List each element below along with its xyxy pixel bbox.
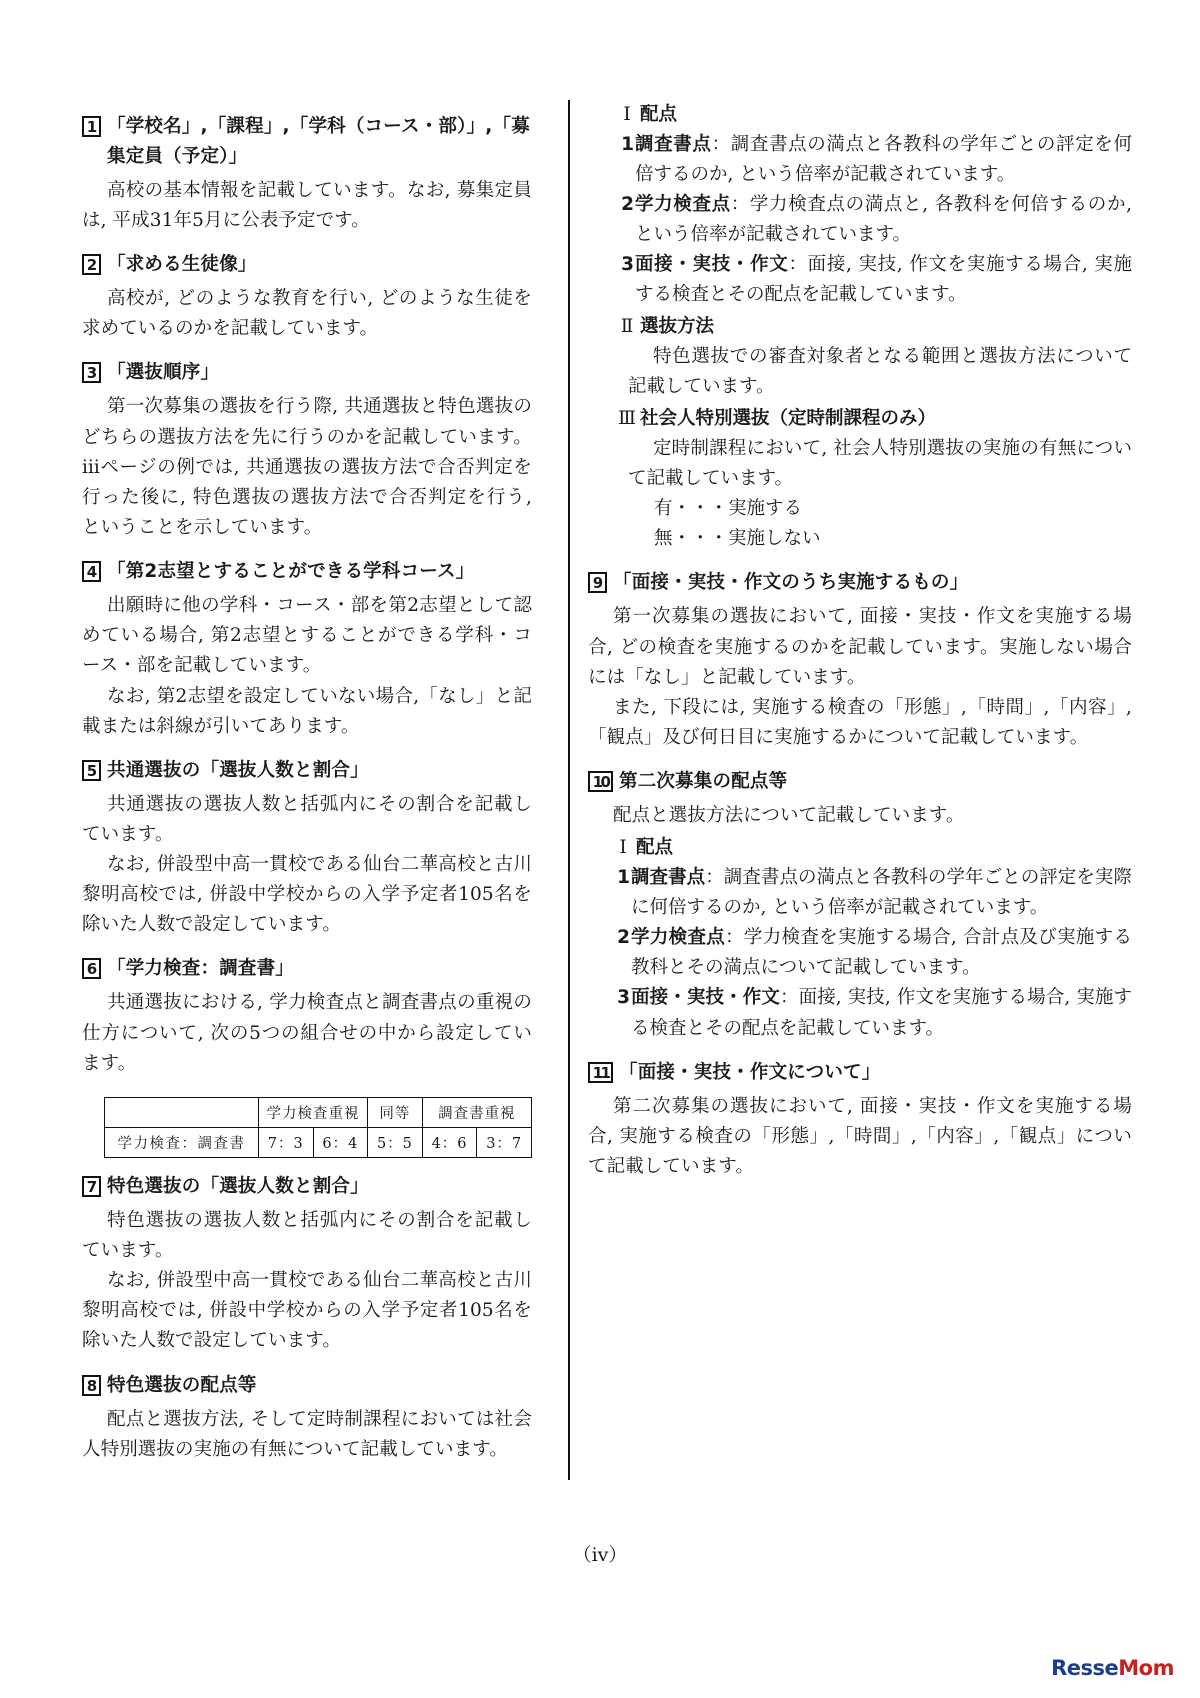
section-6 xyxy=(82,954,532,1157)
section-title: 「学力検査：調査書」 xyxy=(107,958,295,980)
table-row-label: 学力検査：調査書 xyxy=(105,1127,259,1157)
section-number-box: 6 xyxy=(82,958,101,979)
section-4-heading xyxy=(82,557,532,587)
item-body xyxy=(631,863,1132,923)
section-title: 「面接・実技・作文について」 xyxy=(619,1061,881,1083)
section-3-heading xyxy=(82,358,532,388)
section-number-box: 1 xyxy=(82,116,101,137)
section-paragraph: 配点と選抜方法, そして定時制課程においては社会人特別選抜の実施の有無について記載しています。 xyxy=(82,1408,532,1460)
section-5-heading xyxy=(82,756,532,786)
section-title: 第二次募集の配点等 xyxy=(619,771,788,793)
item-body xyxy=(631,983,1132,1043)
ratio-table-wrapper xyxy=(104,1097,532,1158)
section-11-heading xyxy=(588,1058,1132,1088)
item-desc: ：面接, 実技, 作文を実施する場合, 実施する検査とその配点を記載しています。 xyxy=(635,254,1132,306)
item-body xyxy=(635,250,1132,310)
roman-numeral-mark: Ⅰ xyxy=(619,837,627,859)
section-title: 「学校名」,「課程」,「学科（コース・部）」,「募集定員（予定）」 xyxy=(107,116,530,167)
roman-label: 配点 xyxy=(640,104,678,125)
section-paragraph: 高校が, どのような教育を行い, どのような生徒を求めているのかを記載しています。 xyxy=(82,288,532,340)
left-column xyxy=(0,98,560,1478)
ratio-cell-4: 4：6 xyxy=(422,1127,477,1157)
numbered-item-2 xyxy=(610,923,1132,983)
ratio-cell-1: 7：3 xyxy=(258,1127,313,1157)
section-paragraph: なお, 併設型中高一貫校である仙台二華高校と古川黎明高校では, 併設中学校からの入学予定者105名を除いた人数で設定しています。 xyxy=(82,854,532,936)
roman-block-10-1 xyxy=(610,833,1132,1043)
item-number: 3 xyxy=(617,987,630,1009)
section-title: 「選抜順序」 xyxy=(107,362,220,384)
section-2-heading xyxy=(82,250,532,280)
item-number: 2 xyxy=(617,927,630,949)
group-header-equal: 同等 xyxy=(368,1097,423,1127)
item-number: 1 xyxy=(621,133,634,155)
numbered-item-1 xyxy=(614,130,1132,190)
numbered-item-3 xyxy=(614,250,1132,310)
section-number-box: 11 xyxy=(588,1062,613,1083)
section-9 xyxy=(588,568,1132,753)
section-paragraph: なお, 第2志望を設定していない場合,「なし」と記載または斜線が引いてあります。 xyxy=(82,685,532,737)
roman-text: 定時制課程において, 社会人特別選抜の実施の有無について記載しています。 xyxy=(628,437,1132,490)
roman-heading-2 xyxy=(614,312,1132,342)
section-number-box: 2 xyxy=(82,254,101,275)
roman-label: 社会人特別選抜（定時制課程のみ） xyxy=(640,408,937,430)
item-number: 3 xyxy=(621,254,634,276)
section-number-box: 10 xyxy=(588,771,613,792)
numbered-item-3 xyxy=(610,983,1132,1043)
roman-heading-3 xyxy=(614,404,1132,434)
section-paragraph: 出願時に他の学科・コース・部を第2志望として認めている場合, 第2志望とすることができる学科・コース・部を記載しています。 xyxy=(82,595,532,677)
section-6-heading xyxy=(82,954,532,984)
ratio-cell-5: 3：7 xyxy=(477,1127,532,1157)
item-desc: ：学力検査点の満点と, 各教科を何倍するのか, という倍率が記載されています。 xyxy=(635,193,1132,246)
section-number-box: 3 xyxy=(82,362,101,383)
item-body xyxy=(635,190,1132,250)
section-8 xyxy=(82,1371,532,1465)
section-paragraph: 共通選抜における, 学力検査点と調査書点の重視の仕方について, 次の5つの組合せの中から設定しています。 xyxy=(82,992,532,1074)
section-title: 「求める生徒像」 xyxy=(107,254,257,276)
section-title: 共通選抜の「選抜人数と割合」 xyxy=(107,759,369,781)
section-paragraph: 特色選抜の選抜人数と括弧内にその割合を記載しています。 xyxy=(82,1209,532,1261)
roman-block-2 xyxy=(614,312,1132,402)
section-paragraph: 第一次募集の選抜を行う際, 共通選抜と特色選抜のどちらの選抜方法を先に行うのかを記載しています。ⅲページの例では, 共通選抜の選抜方法で合否判定を行った後に, 特色選抜の選抜方法で合否判定を行う, ということを示しています。 xyxy=(82,396,532,538)
section-8-heading xyxy=(82,1371,532,1401)
table-header-row xyxy=(105,1097,532,1127)
section-number-box: 4 xyxy=(82,561,101,582)
item-term: 面接・実技・作文 xyxy=(635,254,789,276)
option-yes: 有・・・実施する xyxy=(654,498,803,520)
section-number-box: 9 xyxy=(588,572,607,593)
numbered-item-2 xyxy=(614,190,1132,250)
group-header-exam-weighted: 学力検査重視 xyxy=(258,1097,367,1127)
ratio-table xyxy=(104,1097,532,1158)
section-paragraph: 配点と選抜方法について記載しています。 xyxy=(612,805,965,827)
watermark-part-two: Mom xyxy=(1118,1656,1174,1680)
section-number-box: 8 xyxy=(82,1375,101,1396)
roman-block-1 xyxy=(614,100,1132,310)
section-9-heading xyxy=(588,568,1132,598)
item-body xyxy=(635,130,1132,190)
section-paragraph: 第一次募集の選抜において, 面接・実技・作文を実施する場合, どの検査を実施するのかを記載しています。実施しない場合には「なし」と記載しています。 xyxy=(588,606,1132,688)
ratio-cell-2: 6：4 xyxy=(313,1127,368,1157)
section-1 xyxy=(82,112,532,236)
item-number: 1 xyxy=(617,866,630,888)
item-term: 調査書点 xyxy=(631,866,706,888)
section-4 xyxy=(82,557,532,742)
roman-text: 特色選抜での審査対象者となる範囲と選抜方法について記載しています。 xyxy=(628,346,1132,398)
roman-numeral-mark: Ⅰ xyxy=(623,104,631,125)
table-row xyxy=(105,1127,532,1157)
section-10 xyxy=(588,767,1132,1044)
item-desc: ：学力検査を実施する場合, 合計点及び実施する教科とその満点について記載しています。 xyxy=(631,927,1132,979)
two-column-body xyxy=(0,98,1200,1478)
section-7 xyxy=(82,1172,532,1357)
section-number-box: 7 xyxy=(82,1176,101,1197)
section-paragraph: 第二次募集の選抜において, 面接・実技・作文を実施する場合, 実施する検査の「形態」,「時間」,「内容」,「観点」について記載しています。 xyxy=(588,1095,1132,1177)
section-title: 「面接・実技・作文のうち実施するもの」 xyxy=(613,572,969,594)
section-7-heading xyxy=(82,1172,532,1202)
watermark-part-one: Resse xyxy=(1051,1656,1119,1680)
item-body xyxy=(631,923,1132,983)
item-term: 学力検査点 xyxy=(631,927,726,949)
item-number: 2 xyxy=(621,193,634,215)
section-paragraph: 高校の基本情報を記載しています。なお, 募集定員は, 平成31年5月に公表予定です。 xyxy=(82,179,532,232)
roman-label: 選抜方法 xyxy=(640,316,715,338)
section-5 xyxy=(82,756,532,941)
roman-heading xyxy=(610,833,1132,863)
roman-heading-1 xyxy=(614,100,1132,130)
item-term: 学力検査点 xyxy=(635,193,731,215)
roman-numeral-mark: Ⅲ xyxy=(618,408,636,430)
section-3 xyxy=(82,358,532,543)
section-paragraph: なお, 併設型中高一貫校である仙台二華高校と古川黎明高校では, 併設中学校からの入学予定者105名を除いた人数で設定しています。 xyxy=(82,1270,532,1352)
section-title: 「第2志望とすることができる学科コース」 xyxy=(107,561,475,583)
section-title: 特色選抜の配点等 xyxy=(107,1374,257,1396)
roman-block-3 xyxy=(614,404,1132,554)
section-11 xyxy=(588,1058,1132,1182)
item-desc: ：調査書点の満点と各教科の学年ごとの評定を何倍するのか, という倍率が記載されています。 xyxy=(635,133,1132,185)
section-1-heading xyxy=(82,112,532,172)
item-desc: ：面接, 実技, 作文を実施する場合, 実施する検査とその配点を記載しています。 xyxy=(631,987,1132,1039)
section-number-box: 5 xyxy=(82,760,101,781)
section-title: 特色選抜の「選抜人数と割合」 xyxy=(107,1175,369,1197)
roman-label: 配点 xyxy=(636,837,674,859)
section-paragraph: 共通選抜の選抜人数と括弧内にその割合を記載しています。 xyxy=(82,793,532,845)
item-term: 面接・実技・作文 xyxy=(631,987,780,1009)
section-10-heading xyxy=(588,767,1132,797)
item-term: 調査書点 xyxy=(635,133,712,155)
group-header-report-weighted: 調査書重視 xyxy=(422,1097,531,1127)
roman-numeral-mark: Ⅱ xyxy=(620,316,634,338)
numbered-item-1 xyxy=(610,863,1132,923)
section-paragraph: また, 下段には, 実施する検査の「形態」,「時間」,「内容」,「観点」及び何日目に実施するかについて記載しています。 xyxy=(588,696,1132,748)
table-corner-cell xyxy=(105,1097,259,1127)
right-column xyxy=(560,98,1160,1478)
resemom-watermark xyxy=(1051,1656,1174,1680)
ratio-cell-3: 5：5 xyxy=(368,1127,423,1157)
section-2 xyxy=(82,250,532,344)
page-number: （iv） xyxy=(572,1544,628,1566)
option-no: 無・・・実施しない xyxy=(654,528,821,550)
item-desc: ：調査書点の満点と各教科の学年ごとの評定を実際に何倍するのか, という倍率が記載されています。 xyxy=(631,866,1132,918)
